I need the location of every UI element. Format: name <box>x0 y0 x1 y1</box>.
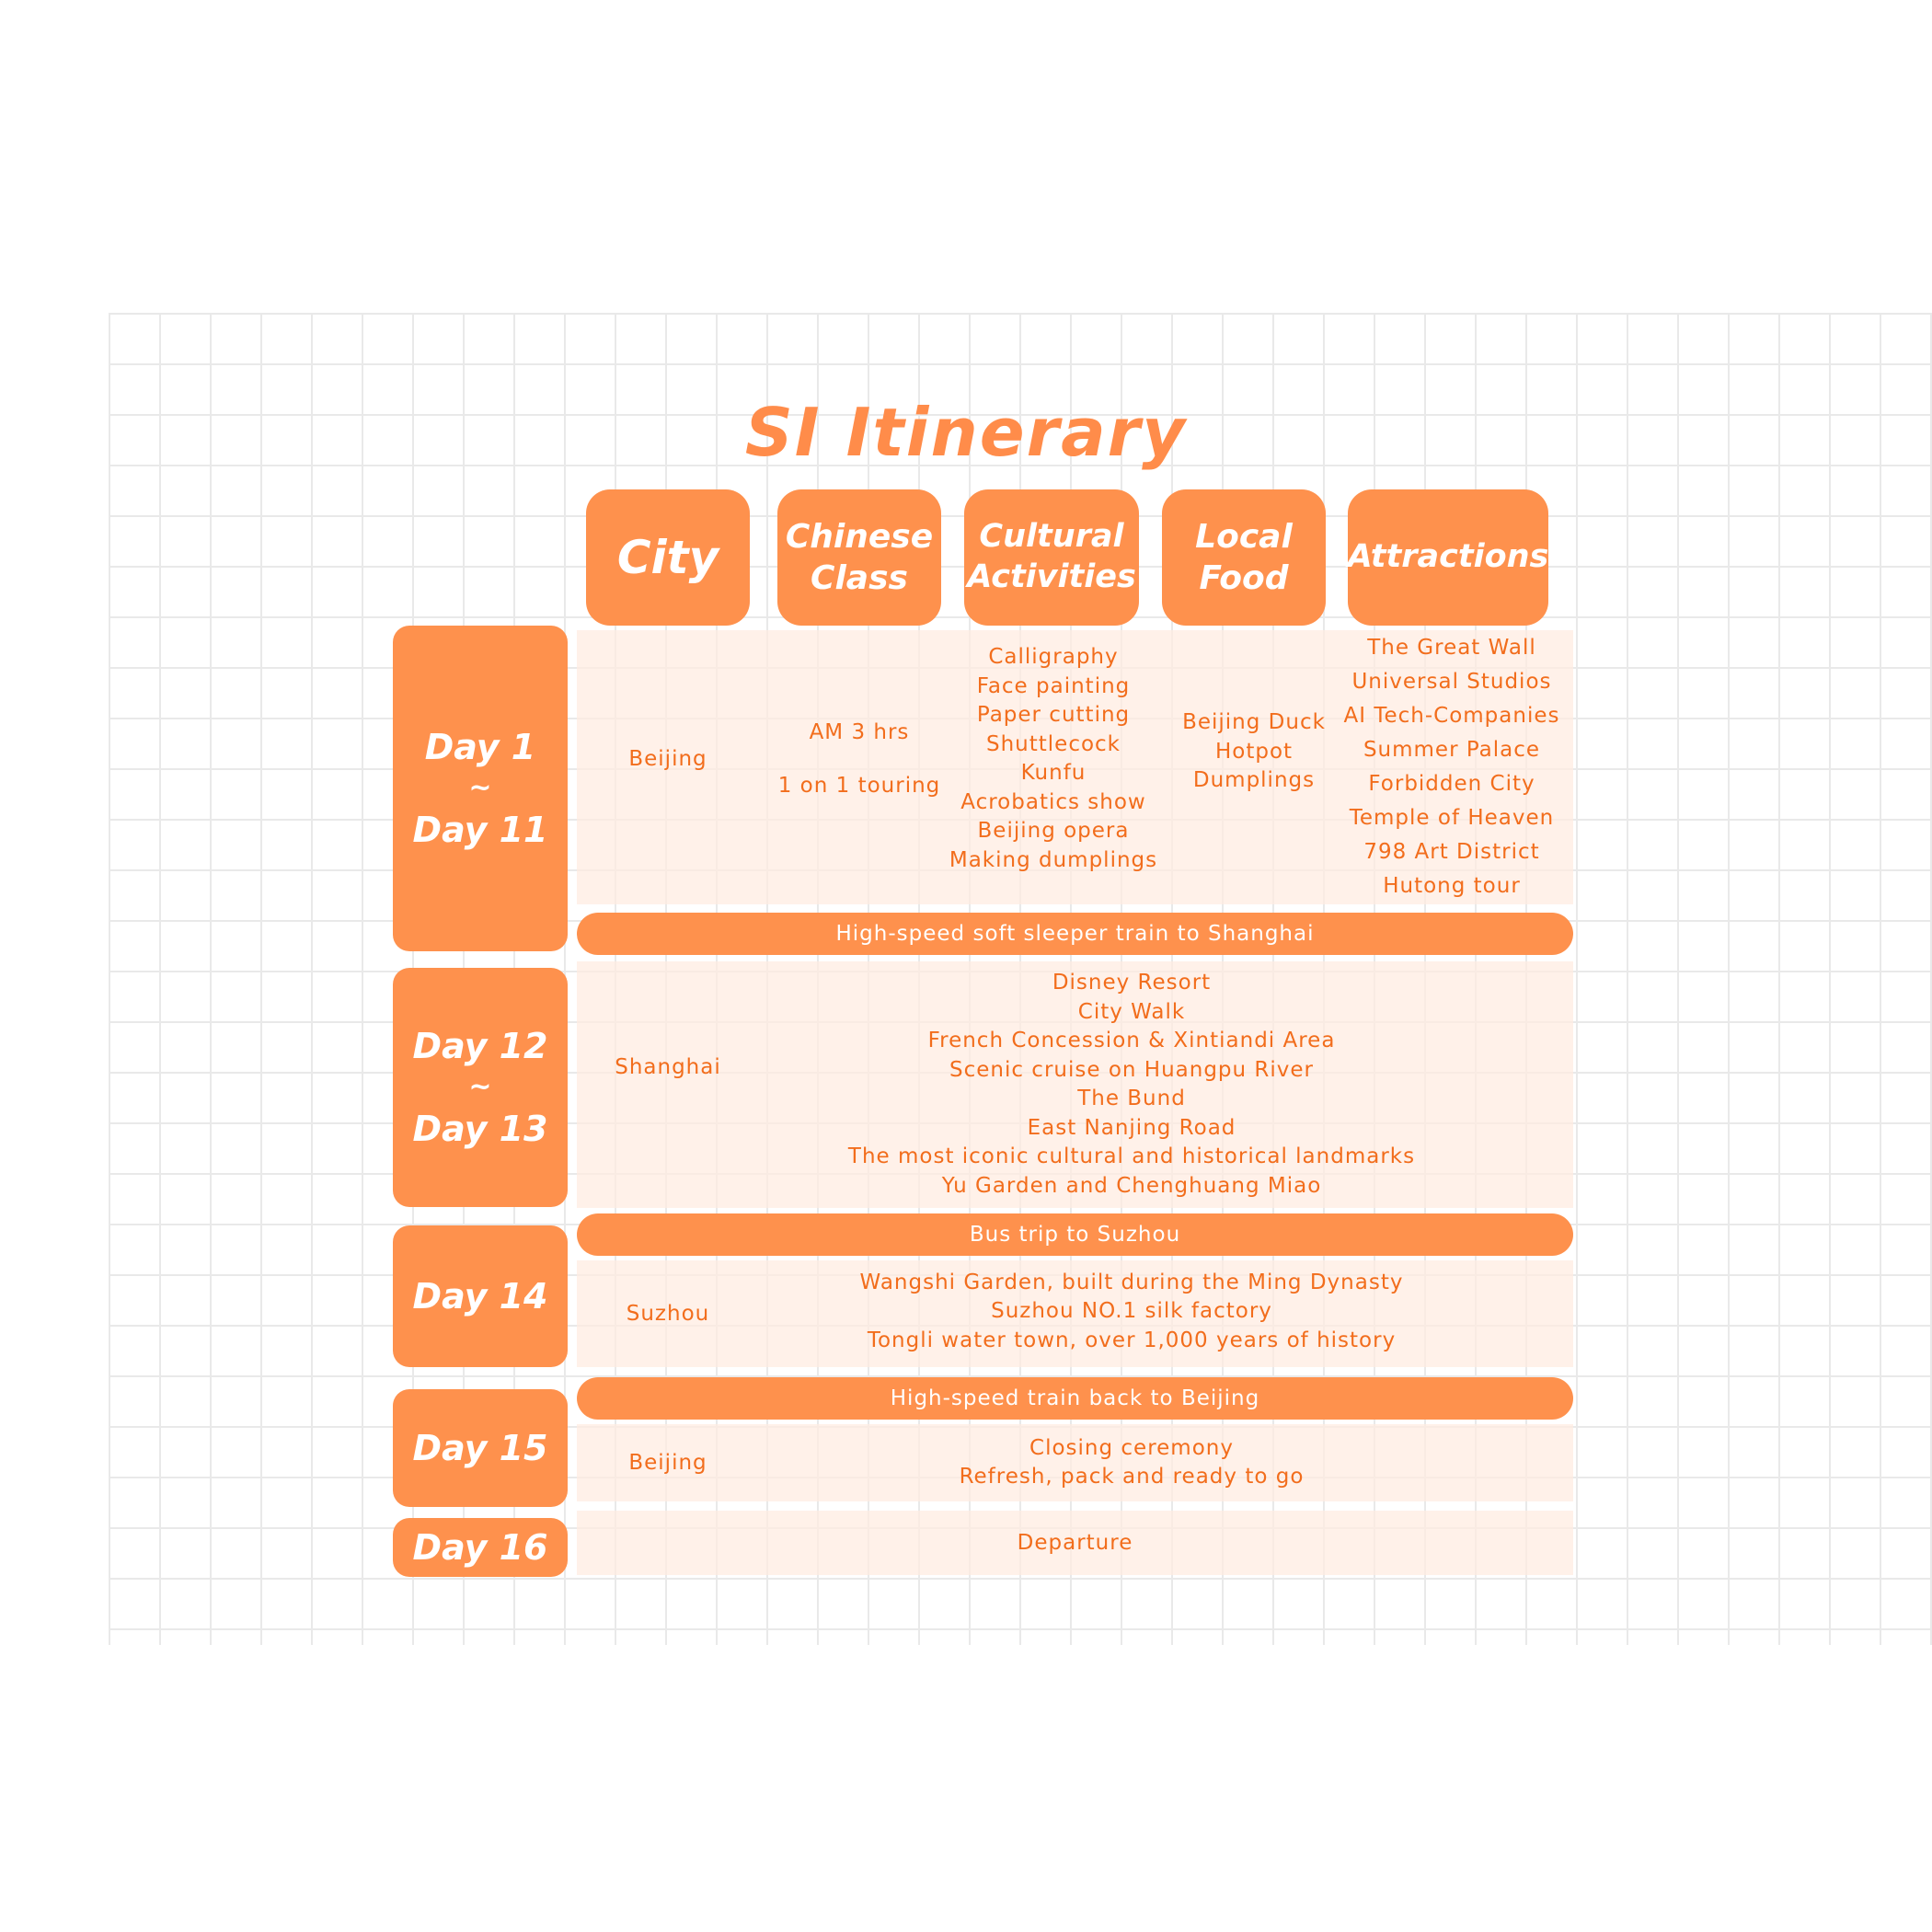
departure-cell <box>577 1511 1573 1575</box>
local-food-cell <box>1162 630 1346 874</box>
city-cell-suzhou <box>586 1260 750 1367</box>
food-item: Beijing Duck <box>1182 710 1326 735</box>
activity-item: City Walk <box>1077 999 1186 1024</box>
transport-bar-to-beijing: High-speed train back to Beijing <box>577 1377 1573 1420</box>
header-city: City <box>586 489 750 626</box>
food-item: Dumplings <box>1192 768 1316 793</box>
attraction-item: AI Tech-Companies <box>1343 704 1560 728</box>
transport-bar-to-suzhou: Bus trip to Suzhou <box>577 1213 1573 1256</box>
city-cell-beijing-return <box>586 1424 750 1501</box>
city-cell-shanghai <box>586 961 750 1173</box>
activity-item: Calligraphy <box>988 645 1119 669</box>
header-chinese-class: Chinese Class <box>777 489 941 626</box>
activity-item: The Bund <box>1077 1087 1186 1110</box>
class-item: 1 on 1 touring <box>777 774 941 798</box>
page-title: SI Itinerary <box>744 394 1188 471</box>
activity-item: Disney Resort <box>1052 971 1212 995</box>
city-name: Beijing <box>628 1451 707 1475</box>
activity-item: Wangshi Garden, built during the Ming Dynasty <box>859 1270 1404 1294</box>
day-end: Day 11 <box>412 810 548 850</box>
city-cell-beijing <box>586 630 750 888</box>
day-start: Day 1 <box>424 727 536 767</box>
cultural-activities-cell <box>948 630 1159 888</box>
activity-item: Yu Garden and Chenghuang Miao <box>941 1173 1322 1198</box>
activity-item: Departure <box>1017 1531 1133 1555</box>
day-start: Day 12 <box>412 1026 548 1066</box>
activity-item: Shuttlecock <box>985 731 1121 756</box>
activity-item: French Concession & Xintiandi Area <box>927 1029 1336 1052</box>
activity-item: Closing ceremony <box>1029 1435 1234 1460</box>
day-range-separator: ~ <box>468 772 492 804</box>
city-name: Beijing <box>628 747 707 771</box>
header-local-food: Local Food <box>1162 489 1326 626</box>
attractions-cell <box>1341 630 1562 904</box>
shanghai-activities-cell <box>791 968 1472 1202</box>
activity-item: Acrobatics show <box>960 789 1146 814</box>
day-label-12-13 <box>393 968 568 1207</box>
city-name: Shanghai <box>615 1055 721 1079</box>
day-end: Day 13 <box>412 1109 548 1149</box>
transport-bar-to-shanghai: High-speed soft sleeper train to Shanghai <box>577 913 1573 955</box>
attraction-item: Temple of Heaven <box>1349 806 1555 830</box>
activity-item: Tongli water town, over 1,000 years of history <box>867 1328 1397 1352</box>
activity-item: Paper cutting <box>976 703 1131 727</box>
attraction-item: Summer Palace <box>1363 738 1541 762</box>
day-label-15: Day 15 <box>393 1389 568 1507</box>
attraction-item: Hutong tour <box>1383 874 1521 898</box>
activity-item: Scenic cruise on Huangpu River <box>949 1057 1314 1082</box>
day-label-16: Day 16 <box>393 1518 568 1577</box>
header-cultural-activities: Cultural Activities <box>964 489 1139 626</box>
suzhou-activities-cell <box>791 1268 1472 1356</box>
activity-item: The most iconic cultural and historical landmarks <box>847 1144 1416 1168</box>
activity-item: Making dumplings <box>949 847 1158 872</box>
attraction-item: 798 Art District <box>1363 840 1540 864</box>
activity-item: Beijing opera <box>977 819 1130 843</box>
class-item: AM 3 hrs <box>809 720 910 744</box>
header-attractions: Attractions <box>1348 489 1548 626</box>
activity-item: Kunfu <box>1020 761 1087 785</box>
activity-item: Face painting <box>976 673 1131 698</box>
food-item: Hotpot <box>1214 739 1294 764</box>
activity-item: Suzhou NO.1 silk factory <box>991 1299 1272 1324</box>
day-range-separator: ~ <box>468 1071 492 1103</box>
attraction-item: Universal Studios <box>1351 670 1552 694</box>
activity-item: East Nanjing Road <box>1027 1115 1236 1140</box>
day-label-1-11 <box>393 626 568 951</box>
chinese-class-cell <box>777 630 941 888</box>
activity-item: Refresh, pack and ready to go <box>959 1465 1305 1489</box>
day-label-14: Day 14 <box>393 1225 568 1367</box>
beijing-return-activities-cell <box>791 1424 1472 1501</box>
city-name: Suzhou <box>626 1302 710 1326</box>
attraction-item: The Great Wall <box>1367 636 1536 660</box>
attraction-item: Forbidden City <box>1368 772 1535 796</box>
